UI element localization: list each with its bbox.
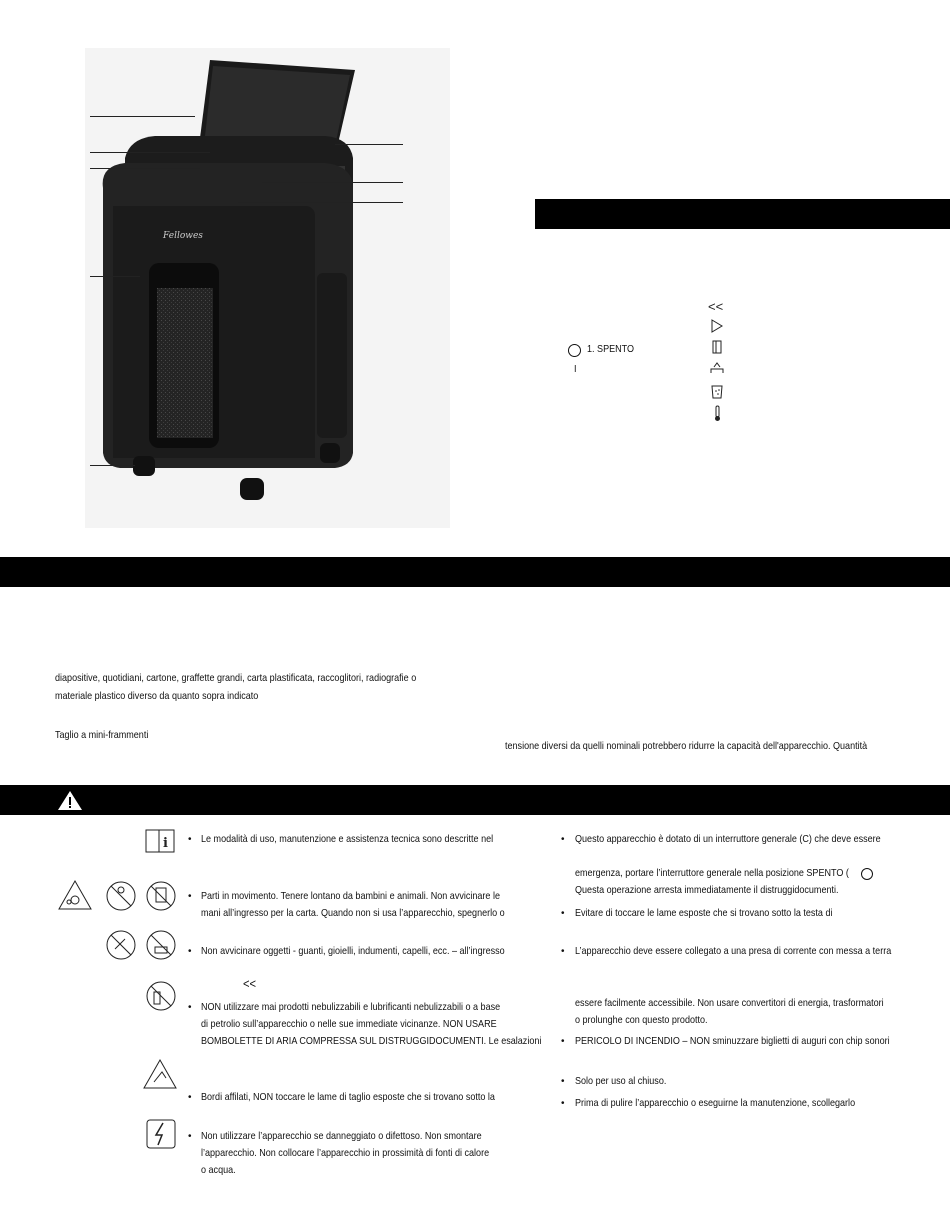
manual-icon [144,826,176,854]
status-icons [708,300,728,427]
warning-right-5a: essere facilmente accessibile. Non usare convertitori di energia, trasformatori [575,997,884,1009]
no-tie-icon [145,929,177,961]
warning-right-5b: o prolunghe con questo prodotto. [575,1014,708,1026]
warning-left-4b: di petrolio sull’apparecchio o nelle sue immediate vicinanze. NON USARE [201,1018,497,1030]
warning-right-4: L’apparecchio deve essere collegato a una presa di corrente con messa a terra [575,945,892,957]
electric-shock-icon [145,1118,177,1150]
warning-left-2b: mani all’ingresso per la carta. Quando non si usa l’apparecchio, spegnerlo o [201,907,505,919]
off-symbol-icon [568,344,581,357]
materials-line-2: materiale plastico diverso da quanto sopra indicato [55,690,259,702]
warning-left-6a: Non utilizzare l’apparecchio se danneggiato o difettoso. Non smontare [201,1130,482,1142]
warning-right-8: Prima di pulire l’apparecchio o eseguirne la manutenzione, scollegarlo [575,1097,856,1109]
off-label: 1. SPENTO [587,343,635,355]
bin-full-icon [708,383,728,400]
materials-line-1: diapositive, quotidiani, cartone, graffette grandi, carta plastificata, raccoglitori, radiografie o [55,672,417,684]
warning-left-6b: l’apparecchio. Non collocare l’apparecchio in prossimità di fonti di calore [201,1147,490,1159]
product-image [85,48,450,528]
brand-logo: Fellowes [163,231,203,241]
warning-left-4a: NON utilizzare mai prodotti nebulizzabili e lubrificanti nebulizzabili o a base [201,1001,501,1013]
no-loose-items-icon [105,929,137,961]
warning-right-2b: Questa operazione arresta immediatamente il distruggidocumenti. [575,884,839,896]
no-hands-icon [145,880,177,912]
warning-right-7: Solo per uso al chiuso. [575,1075,667,1087]
moving-parts-warning-icon [57,879,93,911]
shredder-illustration [85,48,450,528]
warning-left-2a: Parti in movimento. Tenere lontano da bambini e animali. Non avvicinare le [201,890,500,902]
sharp-edges-icon [142,1058,178,1090]
svg-text:i: i [163,836,168,851]
cut-type: Taglio a mini-frammenti [55,729,149,741]
no-children-icon [105,880,137,912]
warning-header-bar [0,785,950,815]
section-header-bar-2 [0,557,950,587]
section-header-bar [535,199,950,229]
on-symbol: I [574,363,577,375]
warning-right-3: Evitare di toccare le lame esposte che si trovano sotto la testa di [575,907,833,919]
reverse-symbol-text: << [243,976,257,991]
no-aerosol-icon [145,980,177,1012]
warning-right-1: Questo apparecchio è dotato di un interruttore generale (C) che deve essere [575,833,881,845]
reverse-icon: << [708,299,724,314]
warning-right-6: PERICOLO DI INCENDIO – NON sminuzzare biglietti di auguri con chip sonori [575,1035,890,1047]
warning-left-1: Le modalità di uso, manutenzione e assistenza tecnica sono descritte nel [201,833,494,845]
warning-right-2a: emergenza, portare l’interruttore generale nella posizione SPENTO ( [575,867,849,879]
door-icon [708,339,728,356]
paper-jam-icon [708,361,728,378]
warning-left-6c: o acqua. [201,1164,236,1176]
thermometer-icon [708,405,728,422]
warning-left-3: Non avvicinare oggetti - guanti, gioielli, indumenti, capelli, ecc. – all’ingresso [201,945,505,957]
warning-triangle-icon [57,789,83,811]
forward-icon [708,317,728,334]
warning-left-4c: BOMBOLETTE DI ARIA COMPRESSA SUL DISTRUGGIDOCUMENTI. Le esalazioni [201,1035,542,1047]
voltage-note: tensione diversi da quelli nominali potrebbero ridurre la capacità dell'apparecchio. Quantità [505,740,868,752]
off-symbol-inline-icon [861,868,873,880]
warning-left-5: Bordi affilati, NON toccare le lame di taglio esposte che si trovano sotto la [201,1091,495,1103]
